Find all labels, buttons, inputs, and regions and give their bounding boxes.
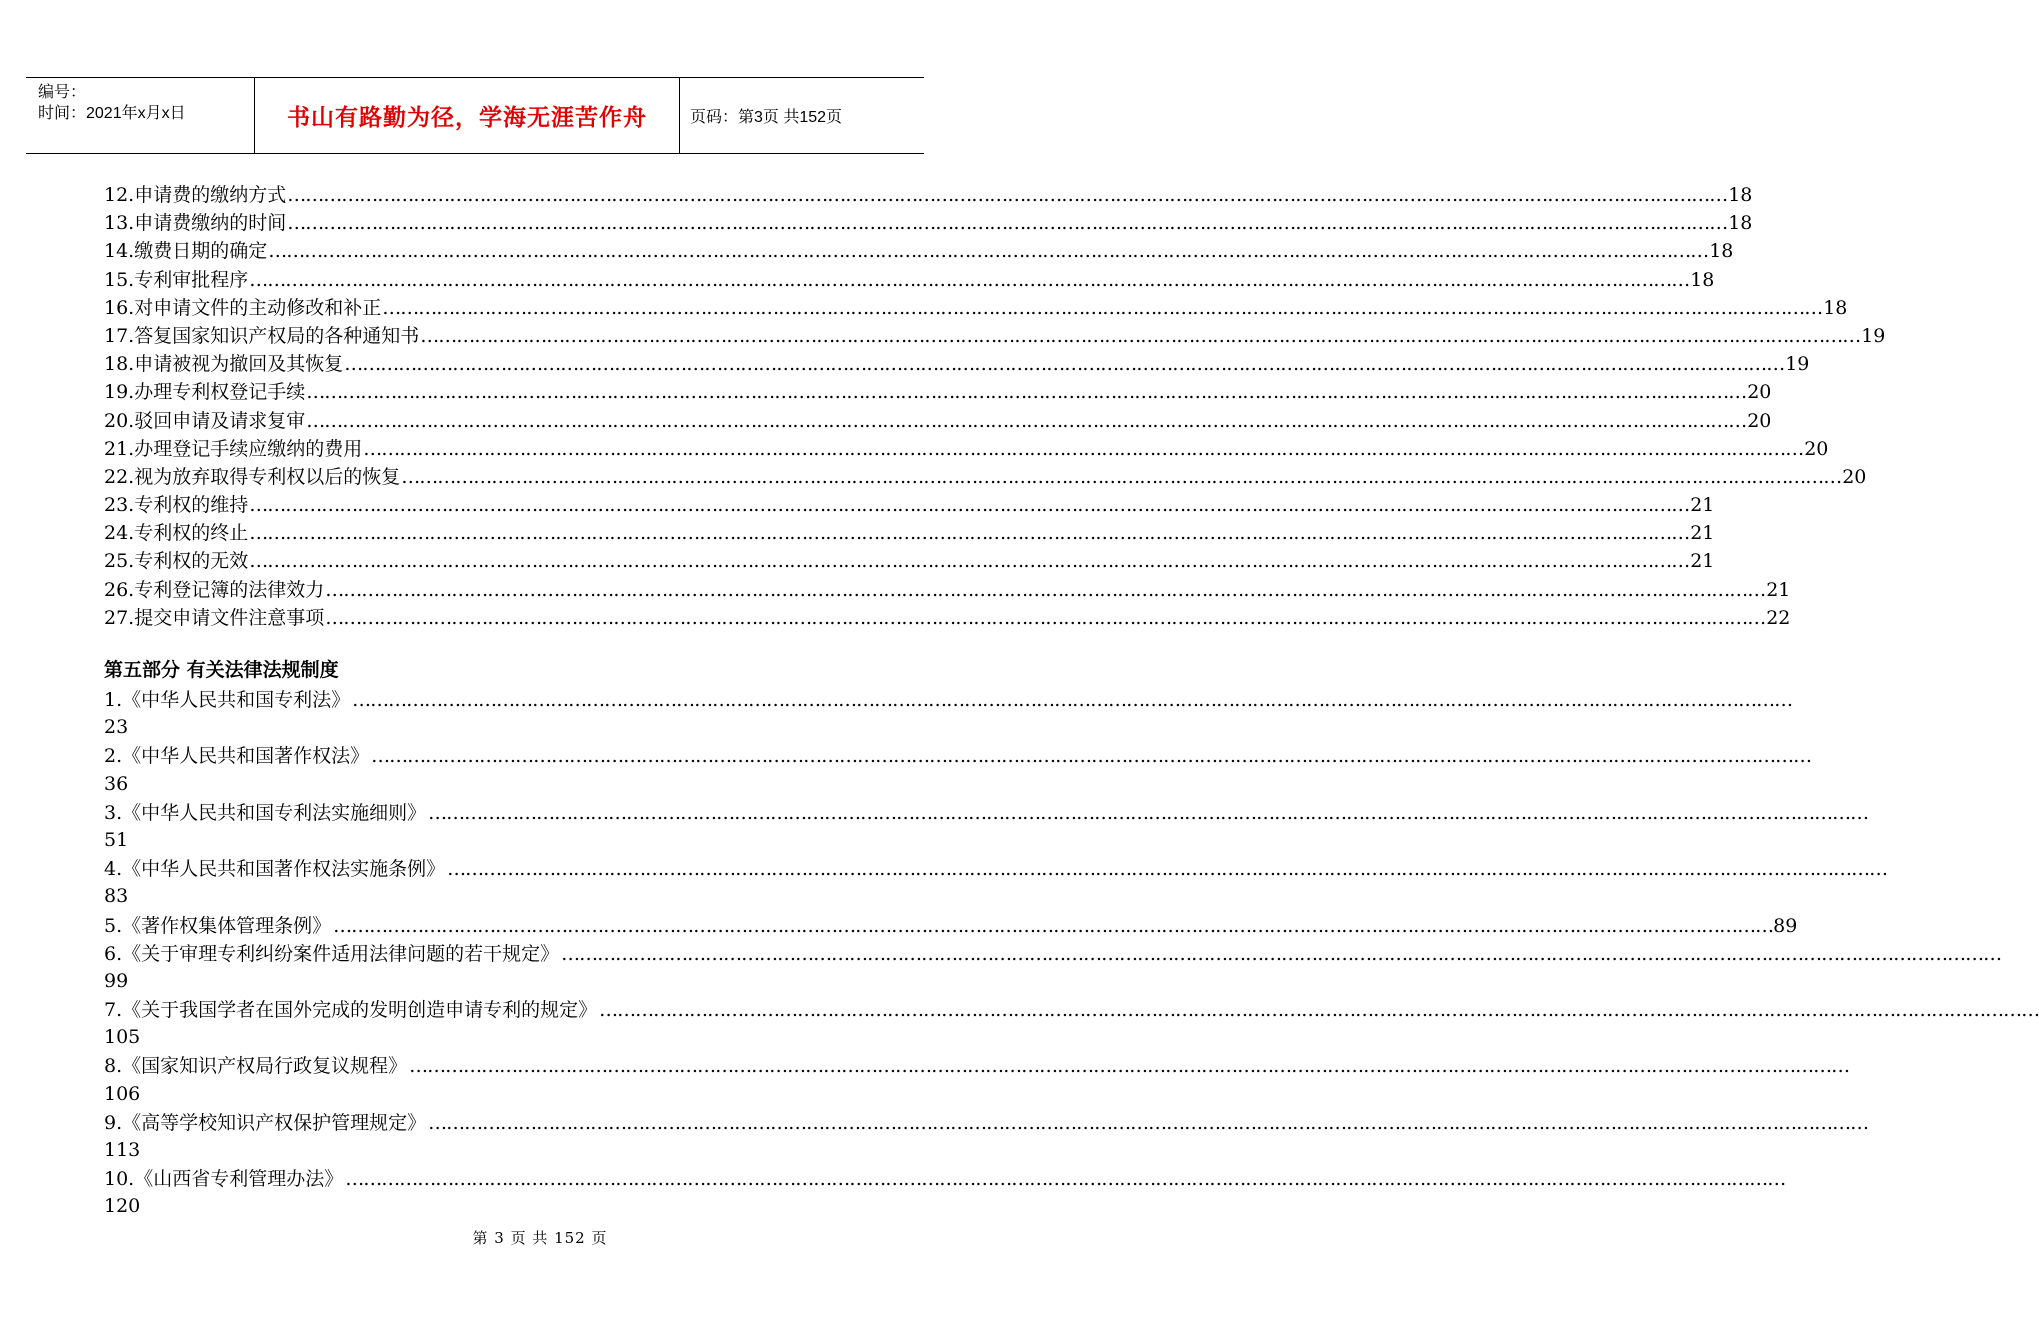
page-footer: 第 3 页 共 152 页 bbox=[472, 1229, 608, 1247]
law-entry[interactable] bbox=[104, 911, 1798, 939]
toc-leader-dots: …………………………………………………………………………………………………………………………………………………………………………………………………………………… bbox=[447, 858, 1888, 881]
toc-entry[interactable] bbox=[104, 377, 1772, 405]
toc-entry[interactable] bbox=[104, 236, 1734, 264]
law-entry-label: 7.《关于我国学者在国外完成的发明创造申请专利的规定》 bbox=[104, 999, 598, 1022]
toc-entry-page: 19 bbox=[1861, 324, 1886, 347]
toc-leader-dots: …………………………………………………………………………………………………………………………………………………………………………………………………………………… bbox=[249, 522, 1690, 545]
law-entry-page: 23 bbox=[104, 716, 129, 739]
toc-entry-label: 26.专利登记簿的法律效力 bbox=[104, 578, 325, 601]
toc-entry-page: 18 bbox=[1728, 212, 1753, 235]
law-entry-label: 5.《著作权集体管理条例》 bbox=[104, 914, 332, 937]
toc-leader-dots: …………………………………………………………………………………………………………………………………………………………………………………………………………………… bbox=[363, 437, 1804, 460]
toc-entry[interactable] bbox=[104, 546, 1715, 574]
toc-leader-dots: …………………………………………………………………………………………………………………………………………………………………………………………………………………… bbox=[352, 689, 1793, 711]
toc-entry-label: 21.办理登记手续应缴纳的费用 bbox=[104, 437, 363, 460]
law-entry-label: 4.《中华人民共和国著作权法实施条例》 bbox=[104, 858, 446, 881]
toc-leader-dots: …………………………………………………………………………………………………………………………………………………………………………………………………………………… bbox=[428, 801, 1869, 824]
law-entry-page: 51 bbox=[104, 828, 129, 851]
header-motto: 书山有路勤为径，学海无涯苦作舟 bbox=[255, 78, 680, 153]
law-entry-label: 2.《中华人民共和国著作权法》 bbox=[104, 745, 370, 768]
toc-leader-dots: …………………………………………………………………………………………………………………………………………………………………………………………………………………… bbox=[306, 381, 1747, 404]
toc-entry-label: 24.专利权的终止 bbox=[104, 522, 249, 545]
toc-entry[interactable] bbox=[104, 265, 1715, 293]
page-header bbox=[26, 77, 924, 154]
law-entry[interactable] bbox=[104, 939, 2002, 995]
toc-leader-dots: …………………………………………………………………………………………………………………………………………………………………………………………………………………… bbox=[249, 268, 1690, 291]
law-entry-label: 8.《国家知识产权局行政复议规程》 bbox=[104, 1055, 408, 1078]
toc-entry-page: 20 bbox=[1804, 437, 1829, 460]
toc-entry-label: 27.提交申请文件注意事项 bbox=[104, 606, 325, 629]
law-entry-page: 120 bbox=[104, 1195, 141, 1218]
law-entry-page: 106 bbox=[104, 1082, 141, 1105]
toc-entry-label: 23.专利权的维持 bbox=[104, 494, 249, 517]
toc-entry[interactable] bbox=[104, 208, 1753, 236]
toc-leader-dots: …………………………………………………………………………………………………………………………………………………………………………………………………………………… bbox=[287, 184, 1728, 206]
toc-entry-label: 19.办理专利权登记手续 bbox=[104, 381, 306, 404]
law-entry-page: 99 bbox=[104, 969, 129, 992]
header-page-info: 页码：第3页 共152页 bbox=[690, 109, 843, 126]
toc-entry-label: 15.专利审批程序 bbox=[104, 268, 249, 291]
toc-entry-page: 18 bbox=[1709, 240, 1734, 263]
law-entry-label: 9.《高等学校知识产权保护管理规定》 bbox=[104, 1111, 427, 1134]
toc-leader-dots: …………………………………………………………………………………………………………………………………………………………………………………………………………………… bbox=[409, 1055, 1850, 1078]
toc-leader-dots: …………………………………………………………………………………………………………………………………………………………………………………………………………………… bbox=[325, 606, 1766, 629]
toc-leader-dots: …………………………………………………………………………………………………………………………………………………………………………………………………………………… bbox=[249, 494, 1690, 517]
toc-entry[interactable] bbox=[104, 518, 1715, 546]
law-entry[interactable] bbox=[104, 854, 1888, 910]
number-label: 编号： bbox=[38, 84, 87, 101]
toc-entry[interactable] bbox=[104, 293, 1848, 321]
toc-leader-dots: …………………………………………………………………………………………………………………………………………………………………………………………………………………… bbox=[287, 212, 1728, 235]
toc-leader-dots: …………………………………………………………………………………………………………………………………………………………………………………………………………………… bbox=[401, 465, 1842, 488]
toc-leader-dots: …………………………………………………………………………………………………………………………………………………………………………………………………………………… bbox=[428, 1111, 1869, 1134]
toc-entry-page: 20 bbox=[1842, 465, 1867, 488]
toc-entry[interactable] bbox=[104, 462, 1867, 490]
law-entry-page: 36 bbox=[104, 772, 129, 795]
toc-entry[interactable] bbox=[104, 180, 1753, 208]
toc-list bbox=[104, 180, 1886, 631]
toc-leader-dots: …………………………………………………………………………………………………………………………………………………………………………………………………………………… bbox=[325, 578, 1766, 601]
toc-entry-label: 14.缴费日期的确定 bbox=[104, 240, 268, 263]
toc-entry-page: 21 bbox=[1690, 550, 1715, 573]
law-entry[interactable] bbox=[104, 798, 1869, 854]
toc-leader-dots: …………………………………………………………………………………………………………………………………………………………………………………………………………………… bbox=[268, 240, 1709, 263]
toc-leader-dots: …………………………………………………………………………………………………………………………………………………………………………………………………………………… bbox=[371, 745, 1812, 768]
law-entry[interactable] bbox=[104, 741, 1812, 797]
toc-entry-page: 18 bbox=[1690, 268, 1715, 291]
law-entry[interactable] bbox=[104, 1108, 1869, 1164]
toc-entry-label: 25.专利权的无效 bbox=[104, 550, 249, 573]
toc-entry-label: 22.视为放弃取得专利权以后的恢复 bbox=[104, 465, 401, 488]
toc-entry-page: 21 bbox=[1690, 522, 1715, 545]
law-entry[interactable] bbox=[104, 1051, 1850, 1107]
toc-entry[interactable] bbox=[104, 406, 1772, 434]
law-entry[interactable] bbox=[104, 995, 2039, 1051]
law-entry-label: 3.《中华人民共和国专利法实施细则》 bbox=[104, 801, 427, 824]
law-entry-label: 1.《中华人民共和国专利法》 bbox=[104, 689, 351, 711]
law-entry-page: 105 bbox=[104, 1026, 141, 1049]
toc-entry-page: 18 bbox=[1728, 184, 1753, 206]
law-entry-page: 83 bbox=[104, 885, 129, 908]
toc-leader-dots: …………………………………………………………………………………………………………………………………………………………………………………………………………………… bbox=[561, 942, 2002, 965]
law-entry-label: 6.《关于审理专利纠纷案件适用法律问题的若干规定》 bbox=[104, 942, 560, 965]
toc-entry-label: 18.申请被视为撤回及其恢复 bbox=[104, 353, 344, 376]
section-title: 第五部分 有关法律法规制度 bbox=[104, 659, 339, 681]
toc-entry[interactable] bbox=[104, 349, 1810, 377]
toc-leader-dots: …………………………………………………………………………………………………………………………………………………………………………………………………………………… bbox=[333, 914, 1774, 937]
toc-leader-dots: …………………………………………………………………………………………………………………………………………………………………………………………………………………… bbox=[306, 409, 1747, 432]
toc-entry-label: 20.驳回申请及请求复审 bbox=[104, 409, 306, 432]
toc-entry-page: 21 bbox=[1690, 494, 1715, 517]
toc-entry[interactable] bbox=[104, 603, 1791, 631]
toc-entry-page: 19 bbox=[1785, 353, 1810, 376]
toc-leader-dots: …………………………………………………………………………………………………………………………………………………………………………………………………………………… bbox=[249, 550, 1690, 573]
toc-leader-dots: …………………………………………………………………………………………………………………………………………………………………………………………………………………… bbox=[382, 296, 1823, 319]
toc-entry-page: 18 bbox=[1823, 296, 1848, 319]
law-entry[interactable] bbox=[104, 1164, 1786, 1220]
toc-entry[interactable] bbox=[104, 490, 1715, 518]
toc-entry-page: 21 bbox=[1766, 578, 1791, 601]
toc-entry[interactable] bbox=[104, 575, 1791, 603]
toc-entry-page: 20 bbox=[1747, 381, 1772, 404]
toc-leader-dots: …………………………………………………………………………………………………………………………………………………………………………………………………………………… bbox=[345, 1168, 1786, 1191]
toc-entry[interactable] bbox=[104, 321, 1886, 349]
law-entry-label: 10.《山西省专利管理办法》 bbox=[104, 1168, 344, 1191]
law-entry-page: 113 bbox=[104, 1139, 141, 1161]
toc-entry-label: 12.申请费的缴纳方式 bbox=[104, 184, 287, 206]
toc-entry-label: 13.申请费缴纳的时间 bbox=[104, 212, 287, 235]
toc-leader-dots: …………………………………………………………………………………………………………………………………………………………………………………………………………………… bbox=[344, 353, 1785, 376]
toc-entry[interactable] bbox=[104, 434, 1829, 462]
toc-leader-dots: …………………………………………………………………………………………………………………………………………………………………………………………………………………… bbox=[420, 324, 1861, 347]
law-entry[interactable] bbox=[104, 685, 1793, 741]
header-meta bbox=[26, 78, 255, 153]
time-label: 时间：2021年x月x日 bbox=[38, 105, 186, 122]
toc-leader-dots: …………………………………………………………………………………………………………………………………………………………………………………………………………………… bbox=[599, 999, 2039, 1022]
toc-entry-label: 16.对申请文件的主动修改和补正 bbox=[104, 296, 382, 319]
law-entry-page: 89 bbox=[1773, 914, 1798, 937]
toc-entry-page: 20 bbox=[1747, 409, 1772, 432]
toc-entry-label: 17.答复国家知识产权局的各种通知书 bbox=[104, 324, 420, 347]
toc-entry-page: 22 bbox=[1766, 606, 1791, 629]
law-list bbox=[104, 685, 2039, 1221]
toc-content bbox=[104, 180, 2039, 1221]
